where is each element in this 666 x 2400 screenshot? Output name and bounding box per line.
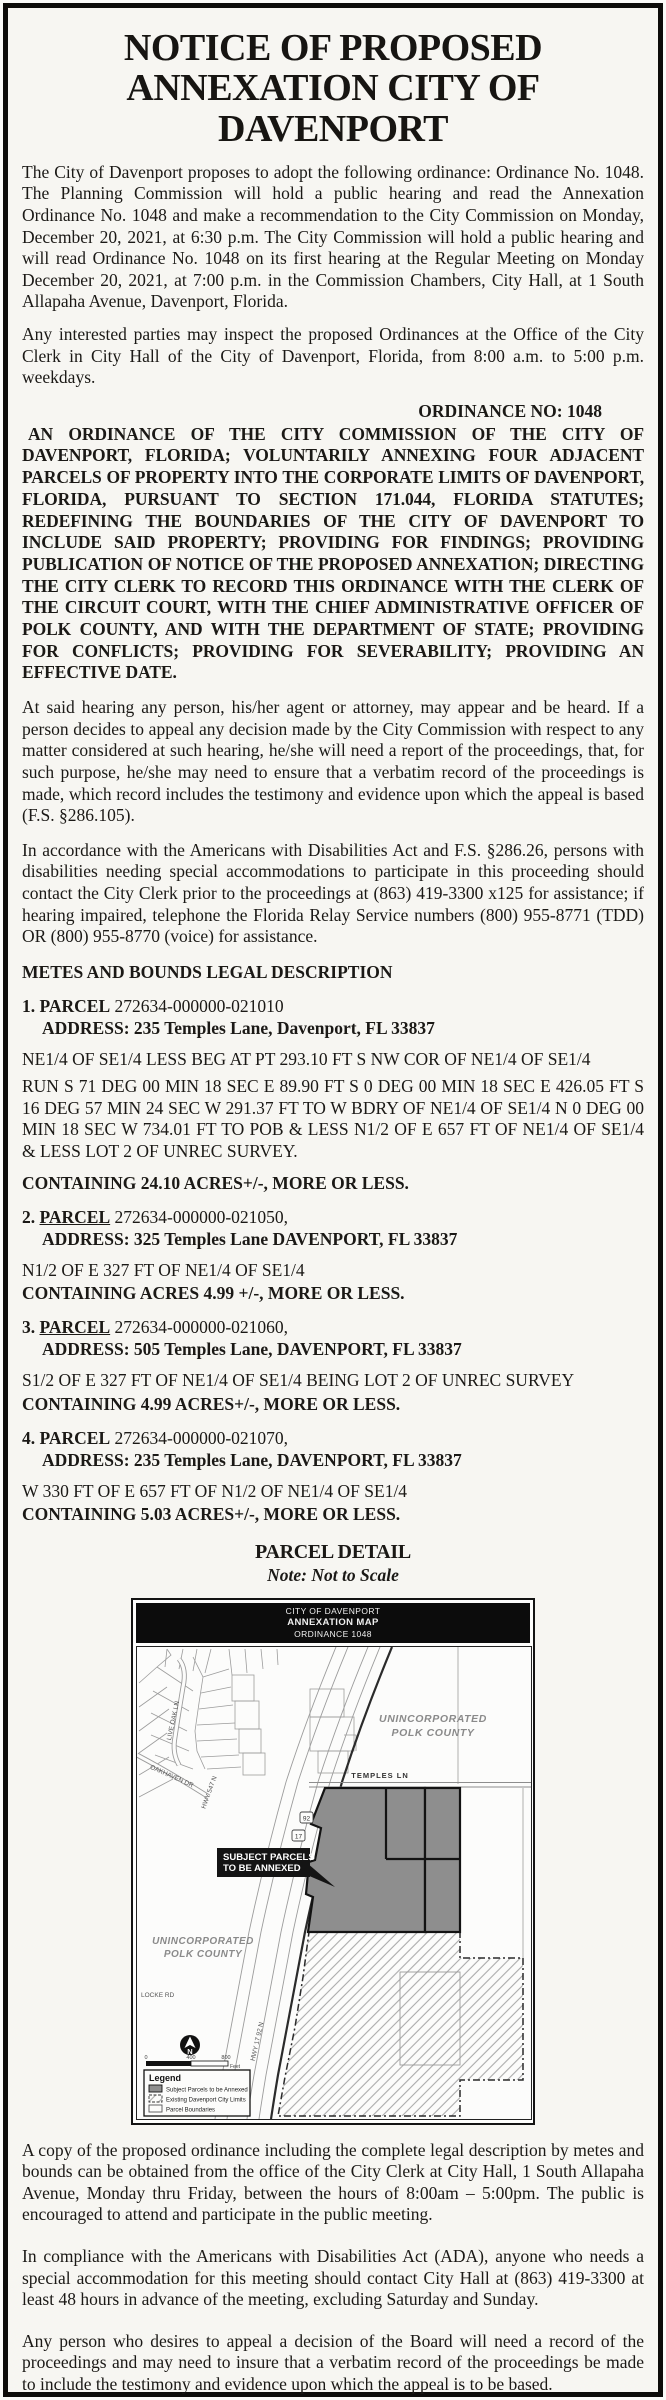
legend-symbol-city-limits xyxy=(149,2095,162,2102)
intro-paragraph: The City of Davenport proposes to adopt the following ordinance: Ordinance No. 1048. The Planning Commission will hold a public hearing and read the Annexation Ordinance No. 1048 and make a recommendation to the City Commission on Monday, December 20, 2021, at 6:30 p.m. The City Commission will hold a public hearing and will read Ordinance No. 1048 on its first hearing at the Regular Meeting on Monday December 20, 2021, at 7:00 p.m. in the Commission Chambers, City Hall, at 1 South Allapaha Avenue, Davenport, Florida. xyxy=(22,161,644,312)
unincorporated-label-left-1: UNINCORPORATED xyxy=(152,1935,254,1947)
scale-800: 800 xyxy=(221,2054,231,2061)
parcel-4-id: 272634-000000-021070, xyxy=(114,1427,289,1448)
parcel-detail-note: Note: Not to Scale xyxy=(267,1565,399,1586)
legend-title: Legend xyxy=(149,2072,182,2083)
map-header-city: CITY OF DAVENPORT xyxy=(285,1606,381,1617)
copy-available-paragraph: A copy of the proposed ordinance including the complete legal description by metes and bounds can be obtained from the office of the City Clerk at City Hall, 1 South Allapaha Avenue, Monday thru Friday, between the hours of 8:00am – 5:00pm. The public is encouraged to attend and participate in the public meeting. xyxy=(22,2139,644,2225)
parcel-4-number: 4. PARCEL xyxy=(22,1427,111,1448)
parcel-2-number: 2. xyxy=(22,1206,36,1227)
parcel-3-number: 3. xyxy=(22,1317,36,1338)
parcel-3-id: 272634-000000-021060, xyxy=(114,1317,289,1338)
inspect-paragraph: Any interested parties may inspect the proposed Ordinances at the Office of the City Clerk in City Hall of the City of Davenport, Florida, from 8:00 a.m. to 5:00 p.m. weekdays. xyxy=(22,323,644,388)
appeal-record-paragraph: Any person who desires to appeal a decision of the Board will need a record of the proceedings and may need to insure that a verbatim record of the proceedings be made to include the testimony and evidence upon which the appeal is to be based. xyxy=(22,2330,644,2394)
parcel-1-number: 1. PARCEL xyxy=(22,995,111,1016)
legend-item-city-limits: Existing Davenport City Limits xyxy=(166,2097,246,2104)
map-header-ordinance: ORDINANCE 1048 xyxy=(294,1628,372,1639)
annexation-map-graphic xyxy=(136,1646,532,2120)
scale-400: 400 xyxy=(186,2054,196,2061)
north-arrow-n: N xyxy=(187,2046,193,2056)
locke-road-label: LOCKE RD xyxy=(141,1991,175,1999)
ada-compliance-paragraph: In compliance with the Americans with Disabilities Act (ADA), anyone who needs a special accommodation for this meeting should contact City Hall at (863) 419-3300 at least 48 hours in advance of the meeting, excluding Saturday and Sunday. xyxy=(22,2245,644,2310)
subject-parcels xyxy=(306,1788,460,1932)
annexation-map xyxy=(131,1598,535,2124)
ordinance-summary: AN ORDINANCE OF THE CITY COMMISSION OF THE CITY OF DAVENPORT, FLORIDA; VOLUNTARILY ANNEXING FOUR ADJACENT PARCELS OF PROPERTY INTO THE CORPORATE LIMITS OF DAVENPORT, FLORIDA, PURSUANT TO SECTION 171.044, FLORIDA STATUTES; REDEFINING THE BOUNDARIES OF THE CITY OF DAVENPORT TO INCLUDE SAID PROPERTY; PROVIDING FOR FINDINGS; PROVIDING PUBLICATION OF NOTICE OF THE PROPOSED ANNEXATION; DIRECTING THE CITY CLERK TO RECORD THIS ORDINANCE WITH THE CLERK OF THE CIRCUIT COURT, WITH THE CHIEF ADMINISTRATIVE OFFICER OF POLK COUNTY, AND WITH THE DEPARTMENT OF STATE; PROVIDING FOR CONFLICTS; PROVIDING FOR SEVERABILITY; PROVIDING AN EFFECTIVE DATE. xyxy=(22,423,644,683)
map-legend xyxy=(144,2070,250,2116)
parcel-1-legal-line1: NE1/4 OF SE1/4 LESS BEG AT PT 293.10 FT S NW COR OF NE1/4 OF SE1/4 xyxy=(22,1048,591,1069)
callout-line2: TO BE ANNEXED xyxy=(223,1862,301,1874)
parcel-1-legal-line2: RUN S 71 DEG 00 MIN 18 SEC E 89.90 FT S 0 DEG 00 MIN 18 SEC E 426.05 FT S 16 DEG 57 MIN 24 SEC W 291.37 FT TO W BDRY OF NE1/4 OF SE1/4 N 0 DEG 00 MIN 18 SEC W 734.01 FT TO POB & LESS N1/2 OF E 657 FT OF NE1/4 OF SE1/4 & LESS LOT 2 OF UNREC SURVEY. xyxy=(22,1076,644,1162)
legend-symbol-parcel-boundaries xyxy=(149,2105,162,2112)
hwy-17-92-label: HWY 17 92 N xyxy=(249,2021,266,2062)
legend-item-subject-parcels: Subject Parcels to be Annexed xyxy=(166,2087,248,2094)
map-header-title: ANNEXATION MAP xyxy=(287,1617,379,1629)
legal-notice xyxy=(3,3,663,2397)
parcel-3-address: ADDRESS: 505 Temples Lane, DAVENPORT, FL 33837 xyxy=(42,1339,462,1360)
parcel-1-address: ADDRESS: 235 Temples Lane, Davenport, FL 33837 xyxy=(42,1017,435,1038)
unincorporated-label-top-1: UNINCORPORATED xyxy=(379,1712,487,1725)
parcel-1-id: 272634-000000-021010 xyxy=(114,995,284,1016)
callout-line1: SUBJECT PARCELS xyxy=(223,1851,315,1863)
scale-unit: Feet xyxy=(229,2063,241,2070)
ordinance-number: ORDINANCE NO: 1048 xyxy=(418,400,602,421)
notice-title: NOTICE OF PROPOSED ANNEXATION CITY OF DAVENPORT xyxy=(123,27,543,150)
parcel-2-heading xyxy=(22,1206,644,1250)
parcel-1-acreage: CONTAINING 24.10 ACRES+/-, MORE OR LESS. xyxy=(22,1172,409,1193)
hearing-rights-paragraph: At said hearing any person, his/her agent or attorney, may appear and be heard. If a person decides to appeal any decision made by the City Commission with respect to any matter considered at such hearing, he/she will need a report of the proceedings, that, for such purpose, he/she may need to ensure that a verbatim record of the proceedings is made, which record includes the testimony and evidence upon which the appeal is based (F.S. §286.105). xyxy=(22,697,644,826)
parcel-4-heading xyxy=(22,1427,644,1471)
annexation-map-header xyxy=(136,1603,530,1642)
scale-0: 0 xyxy=(144,2054,148,2061)
parcel-2-legal: N1/2 OF E 327 FT OF NE1/4 OF SE1/4 xyxy=(22,1259,305,1280)
legend-symbol-subject-parcels xyxy=(149,2085,162,2092)
shield-17: 17 xyxy=(294,1833,303,1841)
parcel-2-address: ADDRESS: 325 Temples Lane DAVENPORT, FL 33837 xyxy=(42,1228,458,1249)
legend-item-parcel-boundaries: Parcel Boundaries xyxy=(166,2107,216,2114)
live-oak-lane-label: LIVE OAK LN xyxy=(165,1700,182,1741)
parcel-3-legal: S1/2 OF E 327 FT OF NE1/4 OF SE1/4 BEING LOT 2 OF UNREC SURVEY xyxy=(22,1370,575,1391)
unincorporated-label-top-2: POLK COUNTY xyxy=(391,1726,475,1739)
parcel-3-label: PARCEL xyxy=(39,1317,111,1338)
shield-92: 92 xyxy=(302,1815,311,1823)
parcel-3-heading xyxy=(22,1316,644,1360)
parcel-2-acreage: CONTAINING ACRES 4.99 +/-, MORE OR LESS. xyxy=(22,1283,405,1304)
parcel-4-address: ADDRESS: 235 Temples Lane, DAVENPORT, FL 33837 xyxy=(42,1449,462,1470)
hwy-547-label: HWY 547 N xyxy=(200,1774,219,1810)
parcel-detail-heading xyxy=(20,1541,646,1586)
parcel-detail-title: PARCEL DETAIL xyxy=(255,1541,411,1564)
metes-bounds-heading: METES AND BOUNDS LEGAL DESCRIPTION xyxy=(22,961,393,982)
parcel-2-id: 272634-000000-021050, xyxy=(114,1206,289,1227)
temples-lane-label: TEMPLES LN xyxy=(351,1770,409,1780)
parcel-1-heading xyxy=(22,995,644,1039)
ada-accommodations-paragraph: In accordance with the Americans with Disabilities Act and F.S. §286.26, persons with disabilities needing special accommodations to participate in this proceeding should contact the City Clerk prior to the proceedings at (863) 419-3300 x125 for assistance; if hearing impaired, telephone the Florida Relay Service numbers (800) 955-8771 (TDD) OR (800) 955-8770 (voice) for assistance. xyxy=(22,839,644,947)
parcel-4-legal: W 330 FT OF E 657 FT OF N1/2 OF NE1/4 OF SE1/4 xyxy=(22,1480,408,1501)
parcel-3-acreage: CONTAINING 4.99 ACRES+/-, MORE OR LESS. xyxy=(22,1393,401,1414)
parcel-4-acreage: CONTAINING 5.03 ACRES+/-, MORE OR LESS. xyxy=(22,1504,401,1525)
parcel-2-label: PARCEL xyxy=(39,1206,111,1227)
oakhaven-drive-label: OAKHAVEN DR xyxy=(148,1763,195,1789)
unincorporated-label-left-2: POLK COUNTY xyxy=(163,1948,243,1960)
